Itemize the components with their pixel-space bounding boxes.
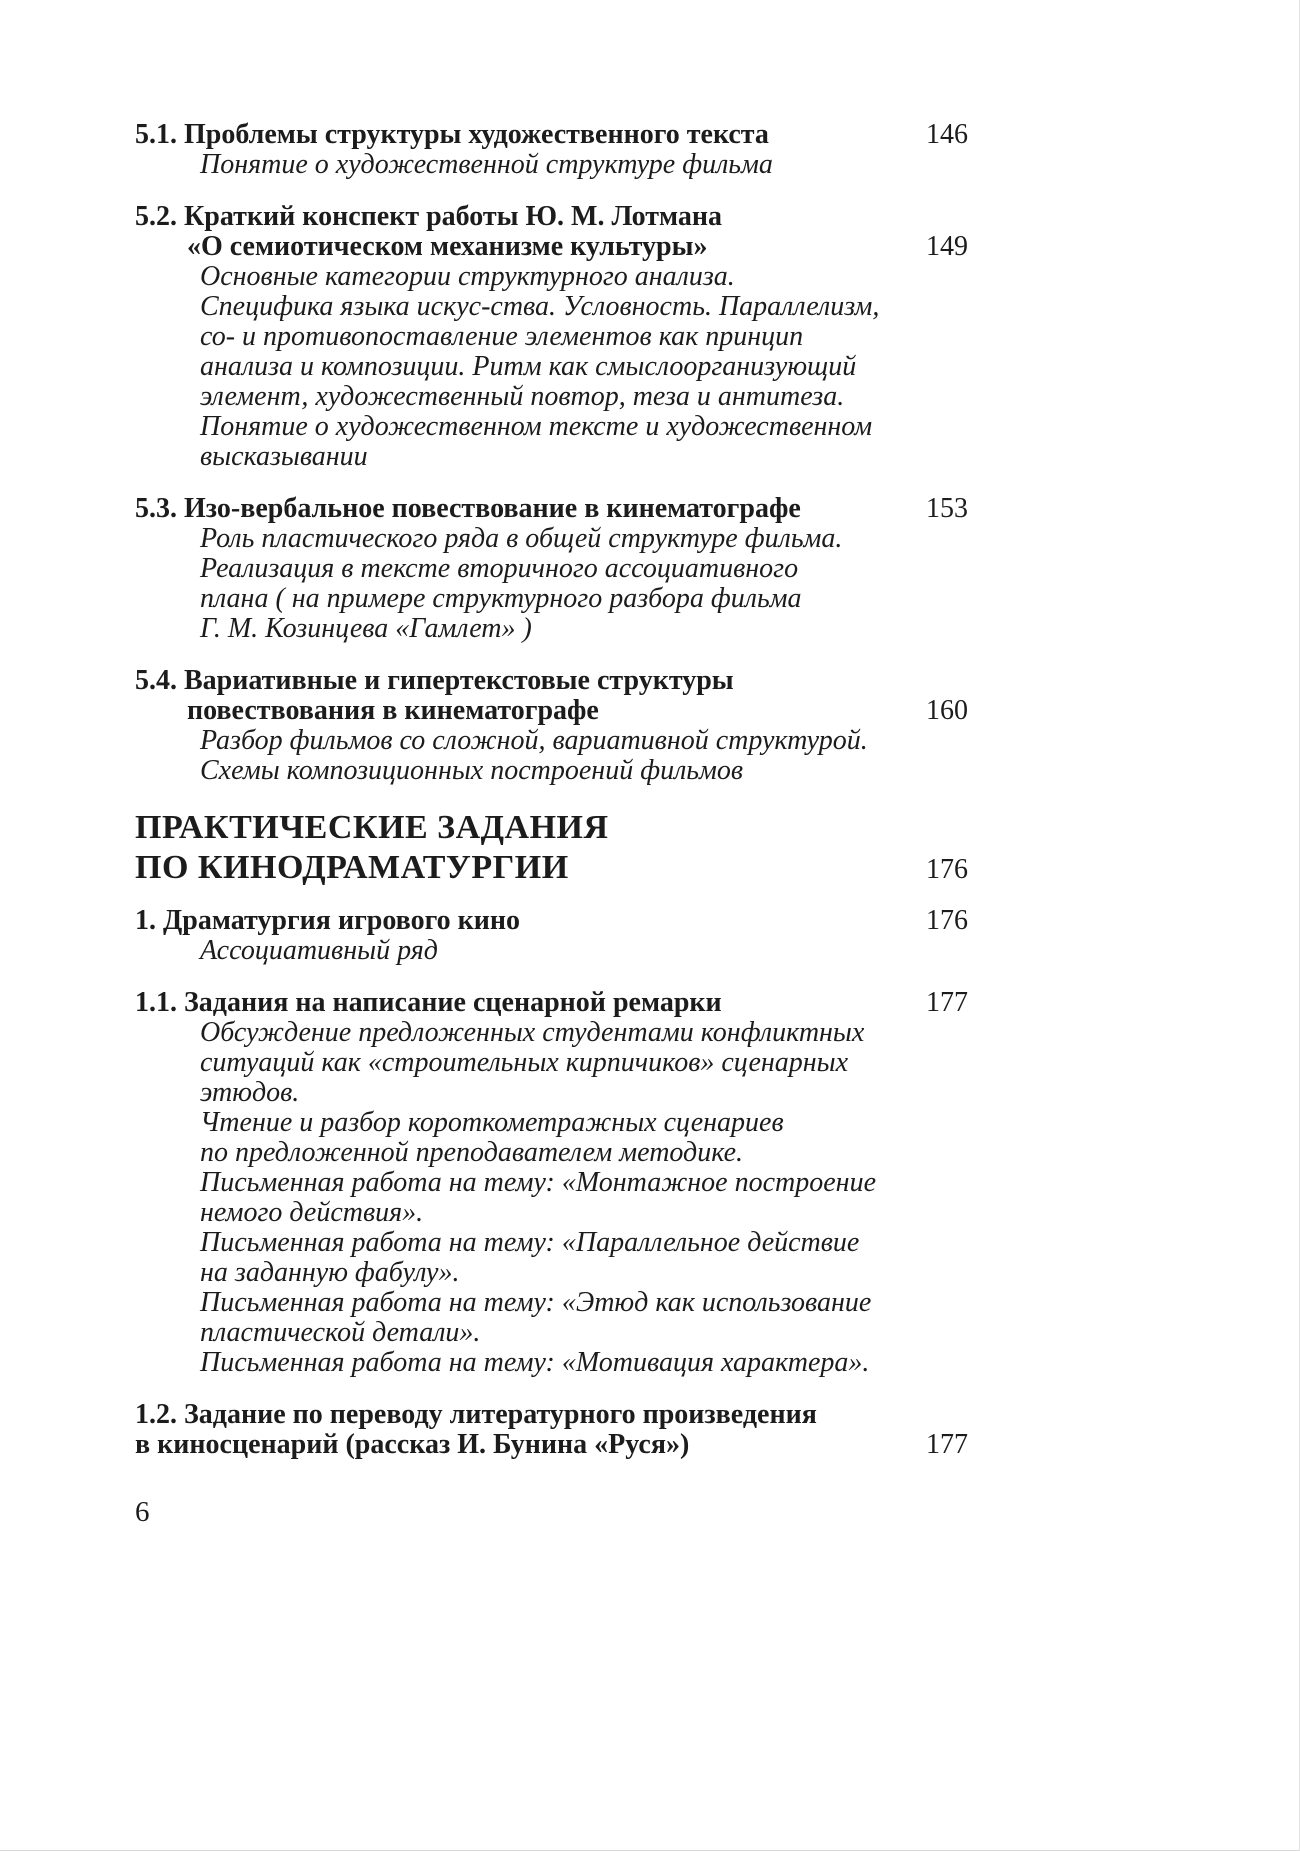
- toc-description-line: Ассоциативный ряд: [200, 935, 438, 966]
- toc-page-number: 177: [926, 987, 968, 1018]
- toc-title-line: [135, 906, 968, 936]
- toc-entry: [135, 666, 968, 786]
- toc-entry: [135, 494, 968, 644]
- toc-description-line: немого действия».: [200, 1197, 424, 1228]
- toc-description-line: со- и противопоставление элементов как принцип: [200, 321, 804, 352]
- toc-title-line: [135, 696, 968, 726]
- toc-description-line: элемент, художественный повтор, теза и антитеза.: [200, 381, 845, 412]
- toc-description-line: Чтение и разбор короткометражных сценариев: [200, 1107, 784, 1138]
- toc-description-line: Письменная работа на тему: «Этюд как использование: [200, 1287, 872, 1318]
- toc-entry: [135, 1400, 968, 1460]
- toc-page-number: 149: [926, 231, 968, 262]
- toc-description-line: Обсуждение предложенных студентами конфликтных: [200, 1017, 865, 1048]
- toc-title-line: [135, 808, 968, 848]
- toc-page-number: 177: [926, 1429, 968, 1460]
- section-title-text: ПРАКТИЧЕСКИЕ ЗАДАНИЯ: [135, 809, 609, 846]
- entry-title-text: 5.1. Проблемы структуры художественного текста: [135, 119, 769, 150]
- toc-content: [135, 120, 968, 1482]
- toc-description-line: Схемы композиционных построений фильмов: [200, 755, 744, 786]
- toc-page-number: 176: [926, 905, 968, 936]
- toc-entry: [135, 988, 968, 1378]
- toc-description-line: Письменная работа на тему: «Мотивация характера».: [200, 1347, 870, 1378]
- toc-entry: [135, 120, 968, 180]
- toc-description-line: Разбор фильмов со сложной, вариативной структурой.: [200, 725, 868, 756]
- toc-title-line: [135, 1430, 968, 1460]
- entry-title-text: 1.2. Задание по переводу литературного произведения: [135, 1399, 817, 1430]
- toc-title-line: [135, 202, 968, 232]
- toc-page-number: 153: [926, 493, 968, 524]
- toc-description-line: Понятие о художественном тексте и художественном: [200, 411, 873, 442]
- entry-title-text: в киносценарий (рассказ И. Бунина «Руся»): [135, 1429, 690, 1460]
- entry-title-text: 5.3. Изо-вербальное повествование в кинематографе: [135, 493, 801, 524]
- toc-description-line: Специфика языка искус-ства. Условность. Параллелизм,: [200, 291, 880, 322]
- toc-page-number: 146: [926, 119, 968, 150]
- entry-title-text: 5.2. Краткий конспект работы Ю. М. Лотмана: [135, 201, 723, 232]
- entry-title-text: «О семиотическом механизме культуры»: [187, 231, 708, 262]
- entry-title-text: 5.4. Вариативные и гипертекстовые структуры: [135, 665, 734, 696]
- toc-title-line: [135, 120, 968, 150]
- toc-page-number: 160: [926, 695, 968, 726]
- entry-title-text: 1.1. Задания на написание сценарной ремарки: [135, 987, 722, 1018]
- toc-description-line: этюдов.: [200, 1077, 300, 1108]
- toc-description-line: Г. М. Козинцева «Гамлет» ): [200, 613, 532, 644]
- toc-description-line: анализа и композиции. Ритм как смыслоорганизующий: [200, 351, 857, 382]
- toc-description-line: плана ( на примере структурного разбора фильма: [200, 583, 802, 614]
- toc-description-line: Основные категории структурного анализа.: [200, 261, 735, 292]
- toc-page-number: 176: [926, 854, 968, 885]
- toc-description-line: Реализация в тексте вторичного ассоциативного: [200, 553, 799, 584]
- entry-title-text: 1. Драматургия игрового кино: [135, 905, 521, 936]
- toc-title-line: [135, 988, 968, 1018]
- toc-title-line: [135, 232, 968, 262]
- toc-description-line: ситуаций как «строительных кирпичиков» сценарных: [200, 1047, 849, 1078]
- toc-title-line: [135, 494, 968, 524]
- section-title-text: ПО КИНОДРАМАТУРГИИ: [135, 849, 569, 886]
- toc-description-line: Письменная работа на тему: «Монтажное построение: [200, 1167, 876, 1198]
- toc-entry: [135, 202, 968, 472]
- toc-description-line: по предложенной преподавателем методике.: [200, 1137, 744, 1168]
- entry-title-text: повествования в кинематографе: [187, 695, 599, 726]
- toc-entry: [135, 906, 968, 966]
- toc-title-line: [135, 666, 968, 696]
- toc-description-line: высказывании: [200, 441, 368, 472]
- toc-description-line: Роль пластического ряда в общей структуре фильма.: [200, 523, 843, 554]
- toc-description-line: Письменная работа на тему: «Параллельное действие: [200, 1227, 860, 1258]
- toc-description-line: пластической детали».: [200, 1317, 481, 1348]
- toc-title-line: [135, 848, 968, 890]
- toc-description-line: Понятие о художественной структуре фильма: [200, 149, 773, 180]
- toc-description-line: на заданную фабулу».: [200, 1257, 460, 1288]
- footer-page-number: 6: [135, 1496, 150, 1528]
- toc-section-heading: [135, 808, 968, 890]
- toc-title-line: [135, 1400, 968, 1430]
